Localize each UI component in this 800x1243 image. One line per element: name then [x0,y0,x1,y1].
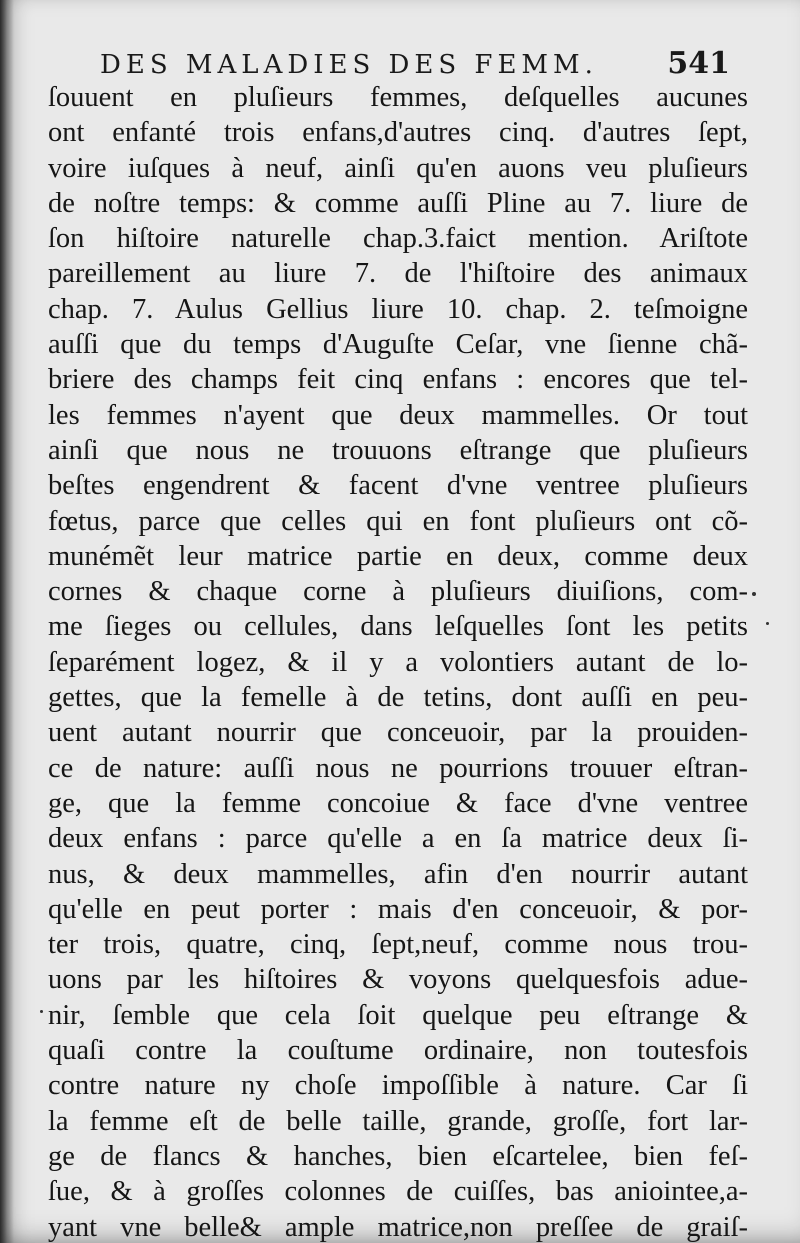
text-line: ainſi que nous ne trouuons eſtrange que pluſieurs [48,434,748,466]
body-text [48,80,748,1243]
text-line: les femmes n'ayent que deux mammelles. Or tout [48,399,748,431]
text-line: gettes, que la femelle à de tetins, dont auſſi en peu- [48,682,748,714]
text-line: chap. 7. Aulus Gellius liure 10. chap. 2. teſmoigne [48,293,748,325]
binding-shadow [0,0,14,1243]
page-number: 541 [667,46,730,81]
text-line: ont enfanté trois enfans,d'autres cinq. d'autres ſept, [48,117,748,149]
ink-speck [752,592,756,596]
text-line: beſtes engendrent & facent d'vne ventree pluſieurs [48,470,748,502]
text-line: deux enfans : parce qu'elle a en ſa matrice deux ſi- [48,823,748,855]
text-line: cornes & chaque corne à pluſieurs diuiſions, com- [48,576,748,608]
running-title: DES MALADIES DES FEMM. [100,50,598,80]
text-line: nus, & deux mammelles, afin d'en nourrir autant [48,858,748,890]
ink-speck [40,1010,43,1013]
text-line: ſeparément logez, & il y a volontiers autant de lo- [48,646,748,678]
text-line: briere des champs feit cinq enfans : encores que tel- [48,364,748,396]
text-line: ge de flancs & hanches, bien eſcartelee, bien feſ- [48,1140,748,1172]
text-line: de noſtre temps: & comme auſſi Pline au 7. liure de [48,187,748,219]
text-line: nir, ſemble que cela ſoit quelque peu eſtrange & [48,999,748,1031]
text-line: voire iuſques à neuf, ainſi qu'en auons veu pluſieurs [48,152,748,184]
text-line: me ſieges ou cellules, dans leſquelles ſont les petits [48,611,748,643]
text-line: ge, que la femme concoiue & face d'vne ventree [48,787,748,819]
text-line: ter trois, quatre, cinq, ſept,neuf, comme nous trou- [48,929,748,961]
text-line: ſue, & à groſſes colonnes de cuiſſes, bas aniointee,a- [48,1176,748,1208]
text-line: contre nature ny choſe impoſſible à nature. Car ſi [48,1070,748,1102]
text-line: la femme eſt de belle taille, grande, groſſe, fort lar- [48,1105,748,1137]
text-line: fœtus, parce que celles qui en font pluſieurs ont cõ- [48,505,748,537]
ink-speck [766,622,769,625]
text-line: ce de nature: auſſi nous ne pourrions trouuer eſtran- [48,752,748,784]
text-line: munémẽt leur matrice partie en deux, comme deux [48,540,748,572]
text-line: ſouuent en pluſieurs femmes, deſquelles aucunes [48,82,748,113]
text-line: uent autant nourrir que conceuoir, par la prouiden- [48,717,748,749]
text-line: pareillement au liure 7. de l'hiſtoire des animaux [48,258,748,290]
text-line: yant vne belle& ample matrice,non preſſee de graiſ- [48,1211,748,1243]
text-line: ſon hiſtoire naturelle chap.3.faict mention. Ariſtote [48,223,748,255]
text-line: uons par les hiſtoires & voyons quelquesfois adue- [48,964,748,996]
text-line: qu'elle en peut porter : mais d'en conceuoir, & por- [48,893,748,925]
text-line: quaſi contre la couſtume ordinaire, non toutesfois [48,1035,748,1067]
text-line: auſſi que du temps d'Auguſte Ceſar, vne ſienne chã- [48,329,748,361]
